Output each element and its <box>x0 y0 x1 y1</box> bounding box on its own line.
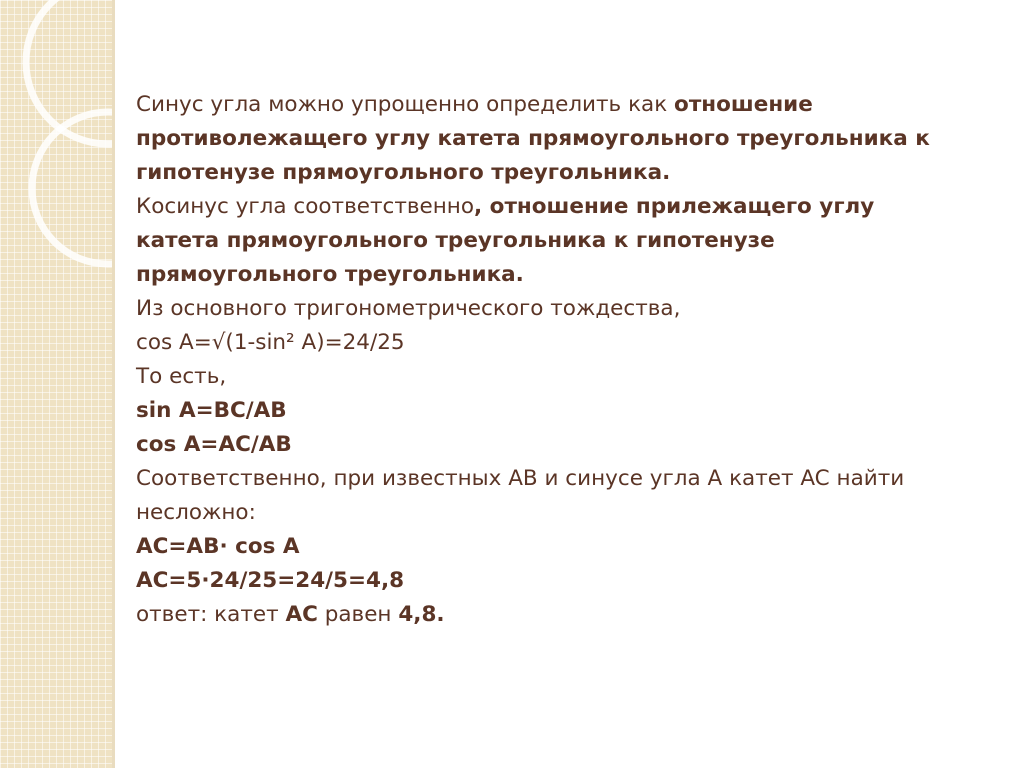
side-panel-edge <box>112 0 115 768</box>
sine-definition-line-3: гипотенузе прямоугольного треугольника. <box>136 160 671 185</box>
slide-text-body <box>136 88 966 632</box>
answer-side-name: AC <box>285 602 318 627</box>
sine-definition-bold-1: отношение <box>674 92 813 117</box>
cosine-definition-intro: Косинус угла соответственно <box>136 194 475 219</box>
decorative-rings <box>0 0 112 768</box>
cosine-definition-line-2: катета прямоугольного треугольника к гипотенузе <box>136 228 775 253</box>
answer-line <box>136 598 966 632</box>
answer-equals-word: равен <box>317 602 399 627</box>
cosine-formula: cos A=AC/AB <box>136 432 292 457</box>
cosine-computation: cos A=√(1-sin² A)=24/25 <box>136 330 405 355</box>
cosine-definition-bold-1: , отношение прилежащего углу <box>474 194 875 219</box>
explanation-line-1: Соответственно, при известных AB и синусе угла A катет AC найти <box>136 466 905 491</box>
sine-definition-intro: Синус угла можно упрощенно определить как <box>136 92 675 117</box>
sine-definition-line-2: противолежащего углу катета прямоугольного треугольника к <box>136 126 930 151</box>
answer-prefix: ответ: катет <box>136 602 286 627</box>
cosine-definition-line-1 <box>136 190 966 224</box>
ac-formula: AC=AB· cos A <box>136 534 300 559</box>
ac-computation: AC=5·24/25=24/5=4,8 <box>136 568 405 593</box>
identity-intro: Из основного тригонометрического тождества, <box>136 296 681 321</box>
sine-formula: sin A=BC/AB <box>136 398 287 423</box>
cosine-definition-line-3: прямоугольного треугольника. <box>136 262 524 287</box>
that-is-line: То есть, <box>136 364 227 389</box>
decorative-side-panel <box>0 0 112 768</box>
sine-definition-line-1 <box>136 88 966 122</box>
answer-value: 4,8. <box>398 602 445 627</box>
explanation-line-2: несложно: <box>136 500 256 525</box>
